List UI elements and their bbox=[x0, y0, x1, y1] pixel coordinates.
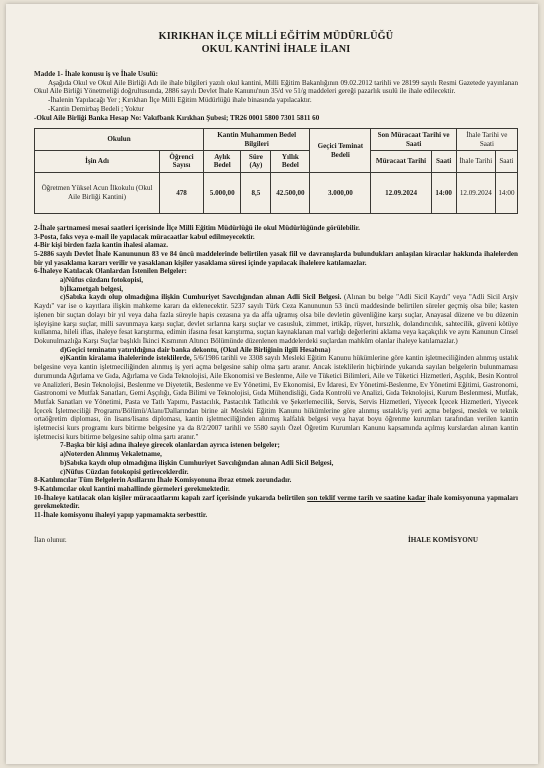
intro-paragraph: Aşağıda Okul ve Okul Aile Birliği Adı ile ihale bilgileri yazılı okul kantini, Milli Eğitim Bakanlığının 09.02.2012 tarihli ve 28199 sayılı Resmi Gazetede yayınlanan Okul Aile Birliği Yönetmeliği doğrultusunda, 2886 sayılı Devlet İhale Kanunu'nun 35/d ve 51/g maddeleri gereği pazarlık usulü ile ihale edilecektir. bbox=[34, 78, 518, 96]
item-7b: b)Sabıka kaydı olup olmadığına ilişkin Cumhuriyet Savcılığından alınan Adli Sicil Belgesi, bbox=[60, 458, 334, 467]
item-10-start: 10-İhaleye katılacak olan kişiler müracaatlarını kapalı zarf içerisinde yukarıda belirtilen bbox=[34, 493, 308, 502]
ihale-yeri bbox=[34, 96, 518, 105]
ihale-yeri-text: -İhalenin Yapılacağı Yer ; Kırıkhan İlçe Milli Eğitim Müdürlüğü ihale binasında yapılacaktır. bbox=[48, 96, 312, 105]
th-sure: Süre (Ay) bbox=[241, 151, 271, 173]
cell-ihale-tarihi: 12.09.2024 bbox=[456, 172, 495, 213]
item-6: 6-İhaleye Katılacak Olanlardan İstenilen Belgeler: bbox=[34, 267, 187, 276]
cell-isin-adi: Öğretmen Yüksel Acun İlkokulu (Okul Aile Birliği Kantini) bbox=[35, 172, 160, 213]
cell-sure: 8,5 bbox=[241, 172, 271, 213]
item-7a: a)Noterden Alınmış Vekaletname, bbox=[60, 450, 162, 459]
title-directorate: KIRIKHAN İLÇE MİLLİ EĞİTİM MÜDÜRLÜĞÜ bbox=[158, 31, 394, 42]
item-6c-bold: c)Sabıka kaydı olup olmadığına ilişkin Cumhuriyet Savcılığından alınan Adli Sicil Belgesi. bbox=[60, 293, 342, 302]
th-ihale-tarihi: İhale Tarihi bbox=[456, 151, 495, 173]
th-ihale-tarihi-saati: İhale Tarihi ve Saati bbox=[456, 129, 517, 151]
th-gecici-teminat: Geçici Teminat Bedeli bbox=[310, 129, 371, 173]
title-announcement: OKUL KANTİNİ İHALE İLANI bbox=[201, 44, 351, 55]
item-3: 3-Posta, faks veya e-mail ile yapılacak müracaatlar kabul edilmeyecektir. bbox=[34, 232, 255, 241]
cell-ogrenci: 478 bbox=[160, 172, 204, 213]
cell-gecici: 3.000,00 bbox=[310, 172, 371, 213]
madde1-heading: Madde 1- İhale konusu iş ve İhale Usulü: bbox=[34, 70, 158, 78]
th-ihale-saati: Saati bbox=[495, 151, 517, 173]
th-yillik-bedel: Yıllık Bedel bbox=[271, 151, 310, 173]
th-isin-adi: İşin Adı bbox=[35, 151, 160, 173]
th-son-muracaat: Son Müracaat Tarihi ve Saati bbox=[371, 129, 456, 151]
item-10-underlined: son teklif verme tarih ve saatine kadar bbox=[307, 493, 426, 502]
th-saati: Saati bbox=[431, 151, 456, 173]
cell-ihale-saati: 14:00 bbox=[495, 172, 517, 213]
item-5: 5-2886 sayılı Devlet İhale Kanununun 83 ve 84 üncü maddelerinde belirtilen yasak fiil ve davranışlarda bulundukları anlaşılan kiracılar hakkında ihalelerden bir yıl yasaklama kararı verilir ve yasaklanan kişiler yasaklama süresi içinde yapılacak ihalelere katılamazlar. bbox=[34, 249, 518, 267]
ihale-komisyonu: İHALE KOMİSYONU bbox=[408, 535, 478, 544]
th-okul: Okulun bbox=[35, 129, 204, 151]
document-content bbox=[34, 30, 518, 544]
item-6e-bold: e)Kantin kiralama ihalelerinde isteklilerde, bbox=[60, 354, 192, 363]
ihale-table bbox=[34, 128, 518, 214]
item-6e bbox=[34, 354, 518, 441]
th-aylik-bedel: Aylık Bedel bbox=[204, 151, 241, 173]
table-row bbox=[35, 172, 518, 213]
item-6d: d)Geçici teminatın yatırıldığına dair banka dekontu, (Okul Aile Birliğinin ilgili Hesabına) bbox=[60, 345, 331, 354]
item-8: 8-Katılımcılar Tüm Belgelerin Asıllarını İhale Komisyonuna ibraz etmek zorundadır. bbox=[34, 476, 292, 485]
item-6a: a)Nüfus cüzdanı fotokopisi, bbox=[60, 276, 143, 285]
banka-hesap: -Okul Aile Birliği Banka Hesap No: Vakıfbank Kırıkhan Şubesi; TR26 0001 5800 7301 5811 60 bbox=[34, 113, 320, 122]
item-7: 7-Başka bir kişi adına ihaleye girecek olanlardan ayrıca istenen belgeler; bbox=[60, 441, 280, 450]
item-9: 9-Katılımcılar okul kantini mahallinde görmeleri gerekmektedir. bbox=[34, 484, 230, 493]
item-6c-text: (Alınan bu belge "Adli Sicil Kaydı" veya "Adli Sicil Arşiv Kaydı" var ise o kayıtlara ilişkin mahkeme kararı da eklenecektir. 5237 sayılı Türk Ceza Kanununun 53 üncü maddesinde belirtilen süreler geçmiş olsa bile; kasten işlenen bir suçtan dolayı bir yıl veya daha fazla süreyle hapis cezasına ya da affa uğramış olsa bile devletin güvenliğine karşı suçlar, Anayasal düzene ve bu düzenin işleyişine karşı suçlar, milli savunmaya karşı suçlar, devlet sırlarına karşı suçlar ve casusluk, zimmet, irtikâp, rüşvet, hırsızlık, dolandırıcılık, sahtecilik, güveni kötüye kullanma, hileli iflas, ihaleye fesat karıştırma, edimin ifasına fesat karıştırma, suçtan kaynaklanan mal varlığı değerlerini aklama veya kaçakçılık ve aynı Kanunun Cinsel Dokunulmazlığa Karşı Suçlar başlıklı İkinci Kısmının Altıncı Bölümünde düzenlenen maddelerdeki suçlardan mahkûm olanlar ihaleye katılamazlar.) bbox=[34, 293, 519, 345]
th-kantin: Kantin Muhammen Bedel Bilgileri bbox=[204, 129, 310, 151]
item-2: 2-İhale şartnamesi mesai saatleri içerisinde İlçe Milli Eğitim Müdürlüğü ile okul Müdürlüğünde görülebilir. bbox=[34, 223, 360, 232]
cell-yillik: 42.500,00 bbox=[271, 172, 310, 213]
document-page bbox=[6, 4, 538, 764]
item-6e-text: 5/6/1986 tarihli ve 3308 sayılı Mesleki Eğitim Kanunu hükümlerine göre kantin işletmeciliğinden alınmış ustalık belgesine veya kantin işletmeciliğinden alınmış iş yeri açma belgesine sahip olma şartı aranır. Ancak isteklilerin hiçbirinde yukarıda sayılan belgelerin bulunmaması durumunda Ağırlama ve Gıda, Ağırlama ve Gıda Teknolojisi, Aile Ekonomisi ve Beslenme, Aile ve Tüketici Bilimleri, Aile ve Tüketici Hizmetleri, Aşçılık, Besin Kontrol ve Analizleri, Besin Teknolojisi, Beslenme ve Diyetetik, Beslenme ve Ev Yönetimi, Ev Ekonomisi, Ev İdaresi, Ev Yönetimi-Beslenme, Ev Yönetimi Eğitimi, Gastronomi, Gastronomi ve Mutfak Sanatları, Gemi Aşçılığı, Gıda Bilimi ve Teknolojisi, Gıda Mühendisliği, Gıda Kontrolü ve Analizi, Gıda Teknolojisi, Kurum Beslenmesi, Mutfak, Mutfak Sanatları ve Yönetimi, Pasta ve Tatlı Yapımı, Pastacılık, Pastacılık Tatlıcılık ve Şekerlemecilik, Servis, Servis Hizmetleri, Yiyecek İçecek Hizmetleri, Yiyecek İçecek İşletmeciliği Programı/Bölümü/Alanı/Dallarından birine ait Mesleki Eğitim Kanunu hükümlerine göre alınmış ustalık/iş yeri açma belgesi, meslek ve teknik ortaöğretim diploması, ön lisans/lisans diploması, kantin işletmeciliğinden alınmış kalfalık belgesi veya hayat boyu öğrenme kurumları tarafından verilen kantin işletmecisi kurs programı kurs bitirme belgesine ya da 8/2/2007 tarihli ve 5580 sayılı Özel Öğretim Kurumları Kanunu kapsamında açılmış kurslardan alınan kantin işletmecisi kurs bitirme belgesine sahip olma şartı aranır." bbox=[34, 354, 518, 441]
item-11: 11-İhale komisyonu ihaleyi yapıp yapmamakta serbesttir. bbox=[34, 511, 208, 520]
item-10 bbox=[34, 494, 518, 511]
th-ogrenci-sayisi: Öğrenci Sayısı bbox=[160, 151, 204, 173]
item-7c: c)Nüfus Cüzdan fotokopisi getireceklerdir. bbox=[60, 467, 189, 476]
signature-block bbox=[34, 536, 518, 545]
item-4: 4-Bir kişi birden fazla kantin ihalesi alamaz. bbox=[34, 241, 169, 250]
item-10-end: ihale komisyonuna yapmaları gerekmektedir. bbox=[34, 493, 518, 511]
document-header bbox=[34, 30, 518, 56]
ilan-olunur: İlan olunur. bbox=[34, 535, 67, 544]
cell-aylik: 5.000,00 bbox=[204, 172, 241, 213]
table-header-row-1 bbox=[35, 129, 518, 151]
item-6b: b)İkametgah belgesi, bbox=[60, 284, 124, 293]
cell-muracaat-saati: 14:00 bbox=[431, 172, 456, 213]
th-muracaat-tarihi: Müracaat Tarihi bbox=[371, 151, 431, 173]
item-6c bbox=[34, 293, 518, 345]
cell-muracaat-tarihi: 12.09.2024 bbox=[371, 172, 431, 213]
demirbas-bedeli: -Kantin Demirbaş Bedeli ; Yoktur bbox=[48, 104, 144, 113]
table-header-row-2 bbox=[35, 151, 518, 173]
